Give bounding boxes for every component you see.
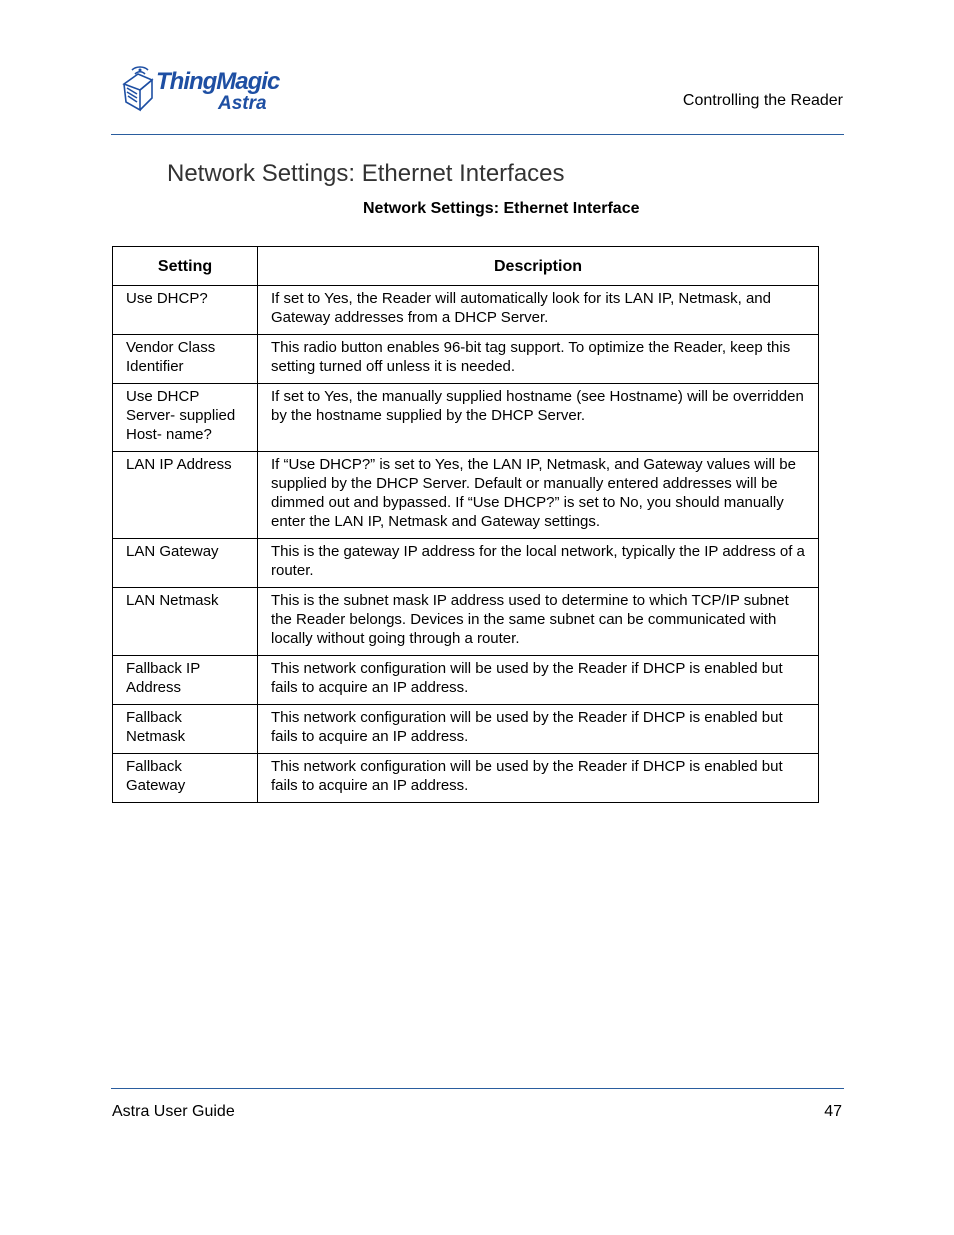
table-caption: Network Settings: Ethernet Interface [363,200,640,217]
column-header-description: Description [258,247,819,286]
setting-cell: Use DHCP Server- supplied Host- name? [113,384,258,452]
description-cell: This network configuration will be used by the Reader if DHCP is enabled but fails to acquire an IP address. [258,754,819,803]
description-cell: This is the subnet mask IP address used to determine to which TCP/IP subnet the Reader belongs. Devices in the same subnet can be communicated with locally without going through a router. [258,588,819,656]
table-row [113,452,819,539]
table-body [113,286,819,803]
description-cell: If set to Yes, the manually supplied hostname (see Hostname) will be overridden by the hostname supplied by the DHCP Server. [258,384,819,452]
description-cell: If set to Yes, the Reader will automatically look for its LAN IP, Netmask, and Gateway addresses from a DHCP Server. [258,286,819,335]
settings-table [112,246,819,803]
page-number: 47 [824,1103,842,1120]
setting-cell: Fallback IP Address [113,656,258,705]
table-row [113,335,819,384]
description-cell: This network configuration will be used by the Reader if DHCP is enabled but fails to acquire an IP address. [258,656,819,705]
table-row [113,539,819,588]
table-row [113,705,819,754]
description-cell: This radio button enables 96-bit tag support. To optimize the Reader, keep this setting turned off unless it is needed. [258,335,819,384]
header-divider [111,134,844,135]
description-cell: This network configuration will be used by the Reader if DHCP is enabled but fails to acquire an IP address. [258,705,819,754]
table-header-row [113,247,819,286]
reader-device-icon [118,66,158,114]
description-cell: This is the gateway IP address for the local network, typically the IP address of a router. [258,539,819,588]
logo-company-name: ThingMagic [156,68,280,95]
column-header-setting: Setting [113,247,258,286]
logo-product-name: Astra [218,93,267,114]
table-row [113,656,819,705]
setting-cell: LAN IP Address [113,452,258,539]
running-header: Controlling the Reader [682,92,843,109]
setting-cell: LAN Gateway [113,539,258,588]
section-title: Network Settings: Ethernet Interfaces [167,160,565,187]
footer-divider [111,1088,844,1089]
setting-cell: LAN Netmask [113,588,258,656]
setting-cell: Vendor Class Identifier [113,335,258,384]
setting-cell: Fallback Netmask [113,705,258,754]
table-row [113,588,819,656]
setting-cell: Use DHCP? [113,286,258,335]
description-cell: If “Use DHCP?” is set to Yes, the LAN IP, Netmask, and Gateway values will be supplied by the DHCP Server. Default or manually entered addresses will be dimmed out and bypassed. If “Use DHCP?” is set to No, you should manually enter the LAN IP, Netmask and Gateway settings. [258,452,819,539]
setting-cell: Fallback Gateway [113,754,258,803]
table-row [113,286,819,335]
table-row [113,384,819,452]
footer-document-title: Astra User Guide [112,1103,235,1120]
table-row [113,754,819,803]
thingmagic-logo [118,66,278,116]
